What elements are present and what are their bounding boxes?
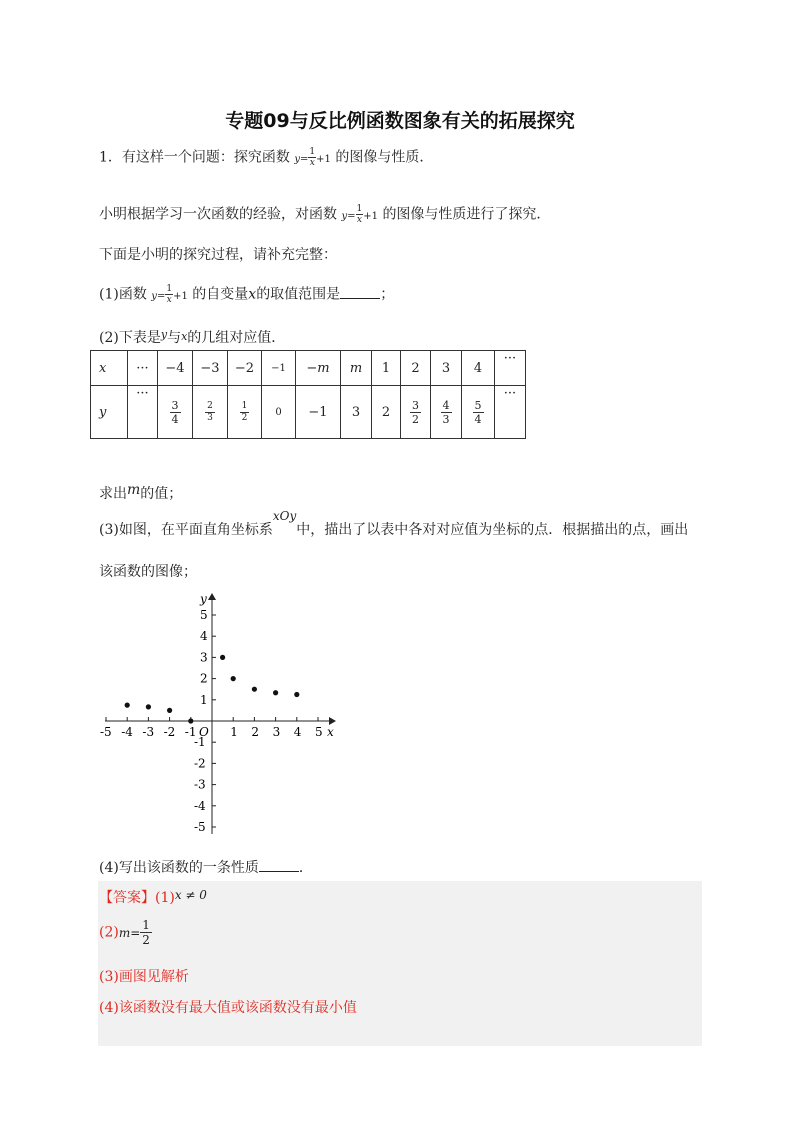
data-point xyxy=(220,655,225,660)
y-tick-label: 2 xyxy=(200,671,208,686)
data-point xyxy=(294,692,299,697)
y-tick-label: -4 xyxy=(194,798,206,813)
y-axis-label: y xyxy=(200,592,207,606)
x-tick-label: -2 xyxy=(163,725,176,739)
data-point xyxy=(231,676,236,681)
y-tick-label: 4 xyxy=(200,629,208,644)
x-tick-label: 3 xyxy=(272,725,281,739)
answer-3: (3)画图见解析 xyxy=(99,969,189,985)
table-cell: $\frac{4}{3}$ xyxy=(431,386,462,439)
table-cell: $\frac{5}{4}$ xyxy=(462,386,495,439)
table-cell: −3 xyxy=(193,351,228,386)
part-1: (1)函数 y= $\frac{1}{x}$ +1 的自变量x的取值范围是 ； xyxy=(99,284,395,305)
answer-4: (4)该函数没有最大值或该函数没有最小值 xyxy=(99,1000,357,1016)
page-title: 专题09与反比例函数图象有关的拓展探究 xyxy=(225,110,575,132)
x-tick-label: -3 xyxy=(142,725,155,739)
data-point xyxy=(273,690,278,695)
table-cell: $\frac{2}{3}$ xyxy=(193,386,228,439)
y-tick-label: 3 xyxy=(200,650,208,665)
y-tick-label: -3 xyxy=(194,777,206,792)
answer-2: (2)m= $\frac{1}{2}$ xyxy=(99,918,150,947)
answer-1: 【答案】(1)x ≠ 0 xyxy=(99,888,207,906)
part-3-continued: 该函数的图像； xyxy=(99,564,197,580)
table-cell: $\frac{1}{2}$ xyxy=(228,386,262,439)
coordinate-plane xyxy=(95,588,345,838)
table-cell: 3 xyxy=(341,386,372,439)
formula: y= $\frac{1}{x}$ +1 xyxy=(151,284,188,305)
table-cell: ··· xyxy=(128,351,158,386)
table-cell: −2 xyxy=(228,351,262,386)
x-tick-label: -4 xyxy=(121,725,133,739)
table-cell: 1 xyxy=(372,351,401,386)
y-tick-label: -2 xyxy=(194,756,206,771)
x-axis-label: x xyxy=(327,725,334,739)
question-intro: 1．有这样一个问题：探究函数 y= $\frac{1}{x}$ +1 的图像与性质． xyxy=(99,147,434,168)
table-cell: 2 xyxy=(401,351,431,386)
y-tick-label: 5 xyxy=(200,608,208,622)
table-cell: −m xyxy=(296,351,341,386)
y-tick-label: -1 xyxy=(194,735,206,750)
table-cell: −1 xyxy=(262,351,296,386)
answer-blank[interactable] xyxy=(340,286,380,299)
paragraph-2: 小明根据学习一次函数的经验，对函数 y= $\frac{1}{x}$ +1 的图像与性质进行了探究． xyxy=(99,204,551,225)
ask-m: 求出m的值； xyxy=(99,482,183,502)
table-cell: $\frac{3}{4}$ xyxy=(158,386,193,439)
table-cell: 2 xyxy=(372,386,401,439)
origin-label: O xyxy=(199,725,209,739)
table-cell: 0 xyxy=(262,386,296,439)
x-tick-label: -5 xyxy=(100,725,112,739)
x-tick-label: 5 xyxy=(315,725,323,739)
part-4: (4)写出该函数的一条性质 ． xyxy=(99,860,313,876)
part-3: (3)如图，在平面直角坐标系xOy中，描出了以表中各对对应值为坐标的点．根据描出的点，画出 xyxy=(99,509,689,538)
x-tick-label: 4 xyxy=(293,725,302,739)
table-cell: 4 xyxy=(462,351,495,386)
answer-blank[interactable] xyxy=(259,859,299,872)
data-point xyxy=(167,708,172,713)
x-tick-label: 1 xyxy=(230,725,238,739)
data-point xyxy=(188,718,193,723)
table-cell: $\frac{3}{2}$ xyxy=(401,386,431,439)
paragraph-3: 下面是小明的探究过程，请补充完整： xyxy=(99,247,337,263)
formula: y= $\frac{1}{x}$ +1 xyxy=(294,147,331,168)
table-cell: −1 xyxy=(296,386,341,439)
table-cell: −4 xyxy=(158,351,193,386)
table-cell: 3 xyxy=(431,351,462,386)
table-cell: ··· xyxy=(495,351,526,386)
row-label-x: x xyxy=(91,351,128,386)
x-tick-label: 2 xyxy=(251,725,260,739)
data-point xyxy=(125,703,130,708)
table-cell: m xyxy=(341,351,372,386)
table-row-x xyxy=(91,351,526,386)
y-tick-label: -5 xyxy=(194,820,206,834)
table-cell: ··· xyxy=(495,386,526,439)
data-point xyxy=(146,704,151,709)
table-row-y xyxy=(91,386,526,439)
values-table xyxy=(90,350,526,439)
row-label-y: y xyxy=(91,386,128,439)
x-tick-label: -1 xyxy=(184,725,197,739)
formula: y= $\frac{1}{x}$ +1 xyxy=(341,204,378,225)
part-2: (2)下表是$^y$与x的几组对应值． xyxy=(99,328,286,346)
data-point xyxy=(252,687,257,692)
y-tick-label: 1 xyxy=(200,692,208,707)
table-cell: ··· xyxy=(128,386,158,439)
